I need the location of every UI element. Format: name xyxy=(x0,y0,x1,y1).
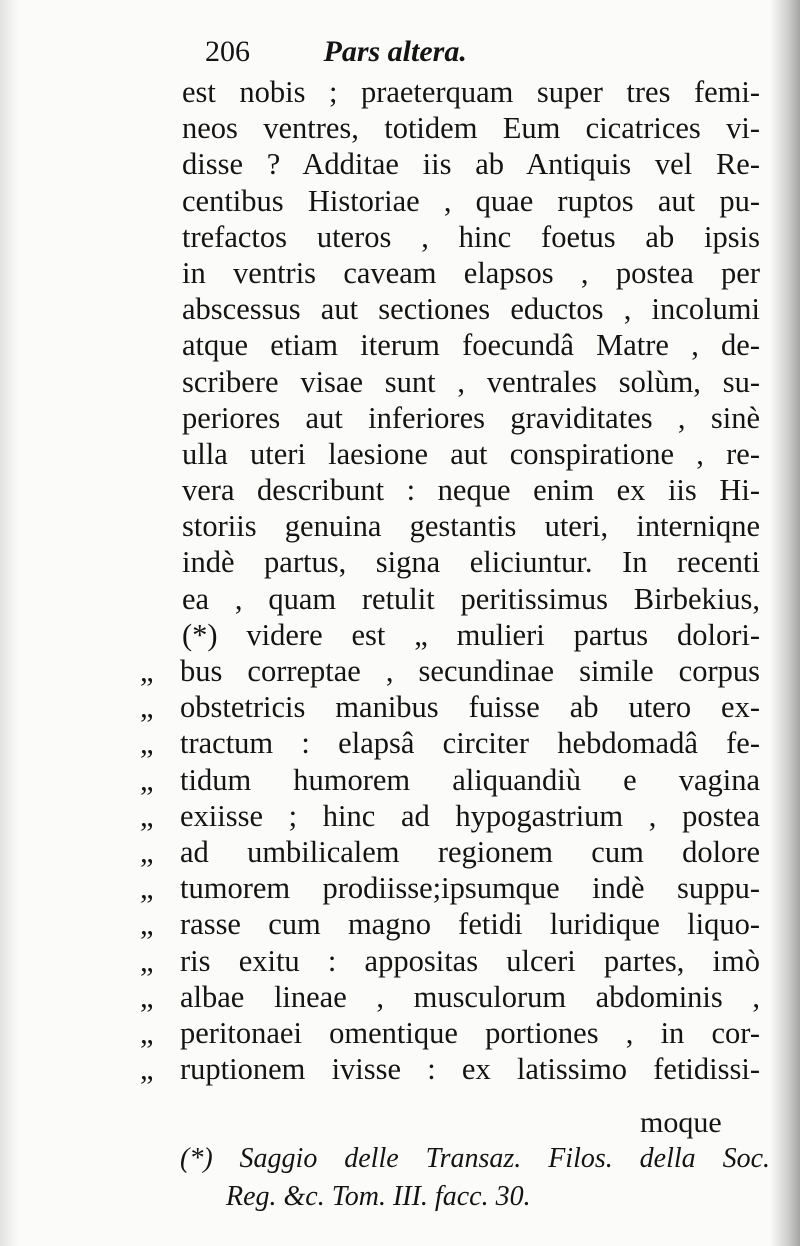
quote-mark: „ xyxy=(140,798,154,833)
text-line xyxy=(182,255,760,291)
page-number: 206 xyxy=(205,35,250,68)
text-line-content: rasse cum magno fetidi luridique liquo- xyxy=(180,907,760,942)
text-line-content: ris exitu : appositas ulceri partes, imò xyxy=(180,943,760,978)
text-line-content: storiis genuina gestantis uteri, interniqne xyxy=(182,509,760,544)
text-line xyxy=(140,1051,760,1087)
page-edge-shadow xyxy=(770,0,800,1246)
quote-mark: „ xyxy=(140,871,154,906)
text-line xyxy=(182,472,760,508)
text-line xyxy=(182,327,760,363)
quote-mark: „ xyxy=(140,726,154,761)
text-line-content: abscessus aut sectiones eductos , incolumi xyxy=(182,292,760,327)
text-line-content: tumorem prodiisse;ipsumque indè suppu- xyxy=(180,871,760,906)
text-line-content: scribere visae sunt , ventrales solùm, su- xyxy=(182,364,760,399)
text-line-content: centibus Historiae , quae ruptos aut pu- xyxy=(182,183,760,218)
text-line xyxy=(182,617,760,653)
text-line xyxy=(182,544,760,580)
text-line xyxy=(182,581,760,617)
text-line xyxy=(140,1015,760,1051)
text-line-content: ulla uteri laesione aut conspiratione , re- xyxy=(182,436,760,471)
text-line-content: indè partus, signa eliciuntur. In recenti xyxy=(182,545,760,580)
text-line-content: albae lineae , musculorum abdominis , xyxy=(180,979,760,1014)
text-line-content: disse ? Additae iis ab Antiquis vel Re- xyxy=(182,147,760,182)
text-line-content: ea , quam retulit peritissimus Birbekius, xyxy=(182,581,760,616)
text-line xyxy=(140,725,760,761)
quote-mark: „ xyxy=(140,1015,154,1050)
text-line-content: exiisse ; hinc ad hypogastrium , postea xyxy=(180,798,760,833)
text-line-content: trefactos uteros , hinc foetus ab ipsis xyxy=(182,219,760,254)
text-line xyxy=(182,291,760,327)
quote-mark: „ xyxy=(140,690,154,725)
text-line-content: tractum : elapsâ circiter hebdomadâ fe- xyxy=(180,726,760,761)
text-line xyxy=(182,183,760,219)
quote-mark: „ xyxy=(140,834,154,869)
text-line xyxy=(182,364,760,400)
text-line-content: neos ventres, totidem Eum cicatrices vi- xyxy=(182,111,760,146)
text-line xyxy=(140,979,760,1015)
text-line-content: atque etiam iterum foecundâ Matre , de- xyxy=(182,328,760,363)
text-line-content: tidum humorem aliquandiù e vagina xyxy=(180,762,760,797)
quote-mark: „ xyxy=(140,1052,154,1087)
page-header xyxy=(205,30,725,74)
quote-mark: „ xyxy=(140,943,154,978)
text-line xyxy=(182,146,760,182)
footnote xyxy=(180,1140,770,1216)
text-line-content: vera describunt : neque enim ex iis Hi- xyxy=(182,473,760,508)
text-line xyxy=(140,653,760,689)
text-line xyxy=(140,870,760,906)
text-line-content: obstetricis manibus fuisse ab utero ex- xyxy=(180,690,760,725)
text-line-content: ruptionem ivisse : ex latissimo fetidissi- xyxy=(180,1052,760,1087)
text-line xyxy=(182,508,760,544)
text-line-content: (*) videre est „ mulieri partus dolori- xyxy=(182,617,760,652)
footnote-line-1: (*) Saggio delle Transaz. Filos. della Soc. xyxy=(180,1143,770,1174)
running-title: Pars altera. xyxy=(323,35,467,68)
text-line xyxy=(140,834,760,870)
quote-mark: „ xyxy=(140,762,154,797)
text-line xyxy=(182,74,760,110)
text-line xyxy=(140,762,760,798)
quote-mark: „ xyxy=(140,979,154,1014)
text-line-content: est nobis ; praeterquam super tres femi- xyxy=(182,75,760,109)
text-line xyxy=(182,219,760,255)
text-line-content: periores aut inferiores graviditates , sinè xyxy=(182,400,760,435)
text-line-content: bus correptae , secundinae simile corpus xyxy=(180,654,760,688)
quote-mark: „ xyxy=(140,907,154,942)
text-line xyxy=(140,906,760,942)
text-line xyxy=(182,110,760,146)
page-gutter-shadow xyxy=(0,0,18,1246)
body-text xyxy=(140,74,760,1087)
text-line xyxy=(140,798,760,834)
text-line-content: ad umbilicalem regionem cum dolore xyxy=(180,834,760,869)
catch-word: moque xyxy=(640,1106,722,1139)
text-line-content: peritonaei omentique portiones , in cor- xyxy=(180,1015,760,1050)
text-line xyxy=(140,943,760,979)
text-line xyxy=(182,436,760,472)
footnote-line-2: Reg. &c. Tom. III. facc. 30. xyxy=(226,1181,531,1212)
text-line xyxy=(182,400,760,436)
text-line xyxy=(140,689,760,725)
text-line-content: in ventris caveam elapsos , postea per xyxy=(182,255,760,290)
quote-mark: „ xyxy=(140,654,154,688)
